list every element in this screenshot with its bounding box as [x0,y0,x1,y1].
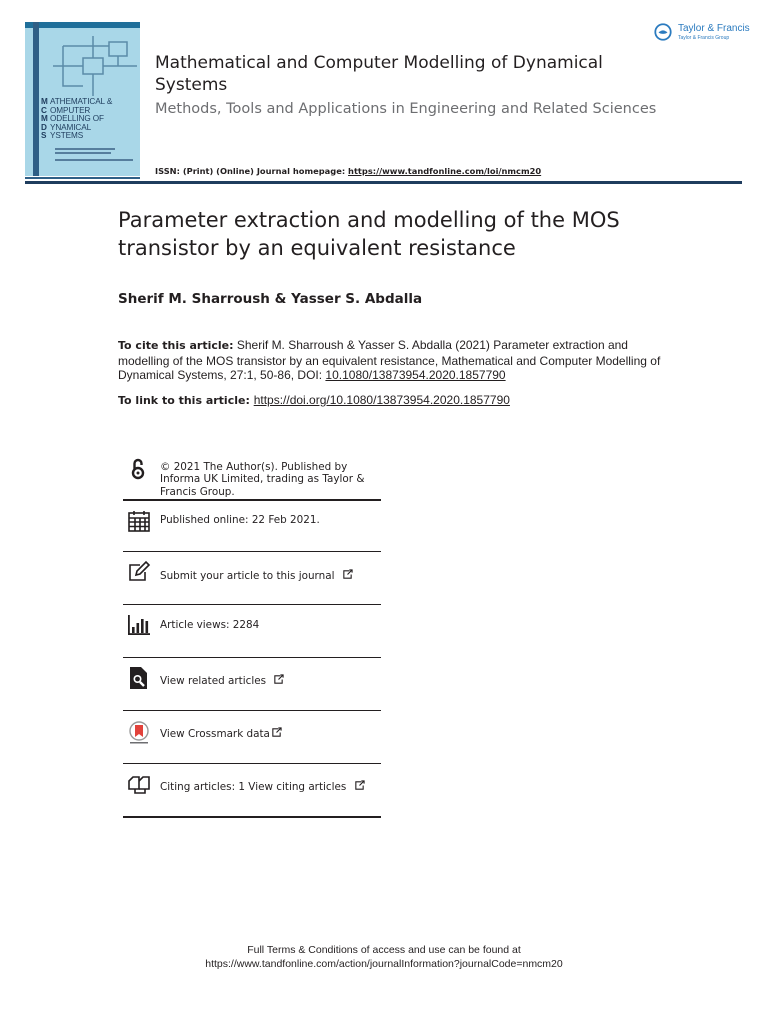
article-title: Parameter extraction and modelling of the MOS transistor by an equivalent resistance [118,208,620,260]
cover-fine-print [55,152,111,154]
article-doi-url-link[interactable]: https://doi.org/10.1080/13873954.2020.1857790 [253,393,510,407]
copyright-notice: © 2021 The Author(s). Published by Informa UK Limited, trading as Taylor & Francis Group. [160,461,365,498]
issn-label: ISSN: (Print) (Online) Journal homepage: [155,166,349,176]
cover-top-band [25,22,140,28]
submit-article-row[interactable] [123,552,381,605]
bar-chart-icon [127,613,151,637]
cover-fine-print [55,159,133,161]
cover-title: M ATHEMATICAL & C OMPUTER M ODELLING OF D YNAMICAL S YSTEMS [41,97,113,141]
issn-line [155,166,541,176]
citation-label: To cite this article: [118,339,234,352]
info-divider [123,816,381,818]
terms-footer [0,943,768,971]
taylor-francis-logo[interactable] [654,22,750,46]
article-link-label: To link to this article: [118,394,254,407]
crossmark-link[interactable]: View Crossmark data [160,728,270,740]
open-access-icon [127,457,151,481]
citation-text: Sherif M. Sharroush & Yasser S. Abdalla (2021) Parameter extraction and modelling of the MOS transistor by an equivalent resistance, Mathematical and Computer Modelling of Dynamical Systems, 27:1, 50-86, DOI: [118,338,661,382]
journal-title: Mathematical and Computer Modelling of Dynamical Systems [155,53,603,95]
related-articles-link[interactable]: View related articles [160,675,267,687]
cover-side-stripe [33,22,39,176]
submit-article-link[interactable]: Submit your article to this journal [160,570,335,582]
publisher-group: Taylor & Francis Group [678,35,730,41]
citing-icon [127,772,151,796]
external-link-icon [354,780,365,791]
cover-underline [25,177,140,179]
edit-icon [127,560,151,584]
article-views-row [123,605,381,658]
related-articles-row[interactable] [123,658,381,711]
calendar-icon [127,509,151,533]
article-link-line [118,393,510,407]
external-link-icon [342,569,353,580]
citation-block [118,338,663,383]
header-rule [25,181,742,184]
taylor-francis-logo-icon [654,23,672,41]
external-link-icon [273,674,284,685]
external-link-icon [271,727,282,738]
citation-doi-link[interactable]: 10.1080/13873954.2020.1857790 [325,368,506,382]
crossmark-row[interactable] [123,711,381,764]
cover-fine-print [55,148,115,150]
authors: Sherif M. Sharroush & Yasser S. Abdalla [118,291,423,307]
document-search-icon [127,666,151,690]
journal-subtitle: Methods, Tools and Applications in Engineering and Related Sciences [155,101,657,117]
citing-articles-row[interactable] [123,764,381,817]
citing-articles-link[interactable]: Citing articles: 1 View citing articles [160,781,347,793]
terms-notice: Full Terms & Conditions of access and use can be found at [247,944,521,956]
article-views-count: Article views: 2284 [160,619,260,631]
cover-circuit-art [53,36,137,96]
crossmark-icon [127,721,151,745]
journal-cover-image [25,22,140,176]
published-online-row [123,500,381,552]
terms-url-link[interactable]: https://www.tandfonline.com/action/journalInformation?journalCode=nmcm20 [205,958,563,970]
open-access-row [123,455,381,499]
published-online-date: Published online: 22 Feb 2021. [160,514,320,526]
publisher-name: Taylor & Francis [678,23,750,34]
journal-homepage-link[interactable]: https://www.tandfonline.com/loi/nmcm20 [348,166,542,176]
